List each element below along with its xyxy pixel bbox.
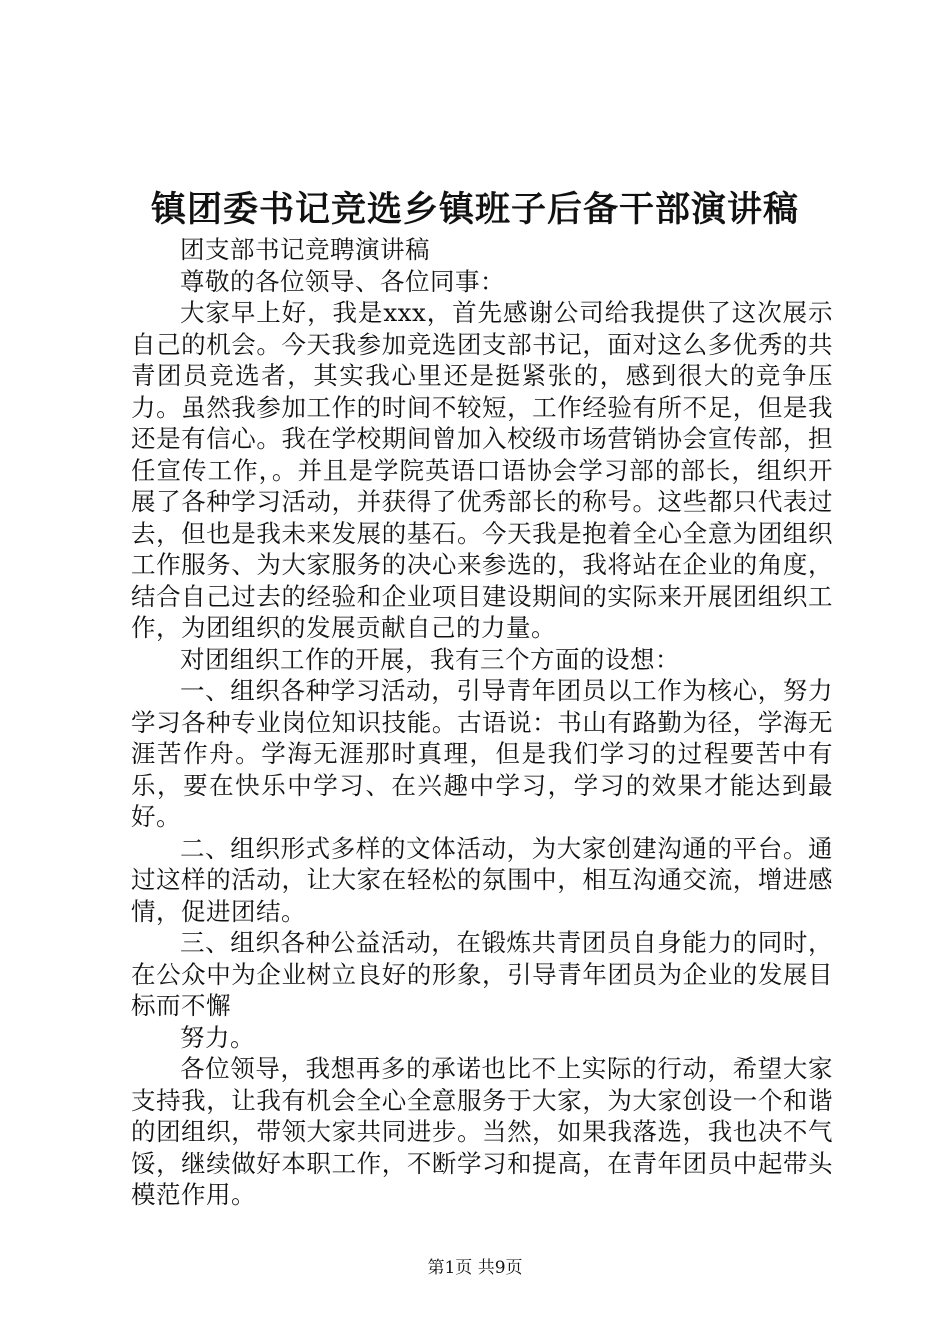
paragraph-plan-one: 一、组织各种学习活动，引导青年团员以工作为核心，努力学习各种专业岗位知识技能。古语说：书山有路勤为径，学海无涯苦作舟。学海无涯那时真理，但是我们学习的过程要苦中有乐，要在快乐中学习、在兴趣中学习，学习的效果才能达到最好。 [131,676,833,831]
paragraph-subtitle: 团支部书记竞聘演讲稿 [180,235,430,264]
paragraph-plan-two: 二、组织形式多样的文体活动，为大家创建沟通的平台。通过这样的活动，让大家在轻松的氛围中，相互沟通交流，增进感情，促进团结。 [131,833,833,926]
document-title: 镇团委书记竞选乡镇班子后备干部演讲稿 [150,189,799,230]
paragraph-closing: 各位领导，我想再多的承诺也比不上实际的行动，希望大家支持我，让我有机会全心全意服务于大家，为大家创设一个和谐的团组织，带领大家共同进步。当然，如果我落选，我也决不气馁，继续做好本职工作，不断学习和提高，在青年团员中起带头模范作用。 [131,1054,833,1209]
document-body [131,234,833,1211]
paragraph-plan-three: 三、组织各种公益活动，在锻炼共青团员自身能力的同时，在公众中为企业树立良好的形象，引导青年团员为企业的发展目标而不懈 [131,928,833,1020]
paragraph-salutation: 尊敬的各位领导、各位同事： [180,266,505,296]
paragraph-introduction: 大家早上好，我是xxx，首先感谢公司给我提供了这次展示自己的机会。今天我参加竞选团支部书记，面对这么多优秀的共青团员竞选者，其实我心里还是挺紧张的，感到很大的竞争压力。虽然我参加工作的时间不较短，工作经验有所不足，但是我还是有信心。我在学校期间曾加入校级市场营销协会宣传部，担任宣传工作，。并且是学院英语口语协会学习部的部长，组织开展了各种学习活动，并获得了优秀部长的称号。这些都只代表过去，但也是我未来发展的基石。今天我是抱着全心全意为团组织工作服务、为大家服务的决心来参选的，我将站在企业的角度，结合自己过去的经验和企业项目建设期间的实际来开展团组织工作，为团组织的发展贡献自己的力量。 [131,298,833,642]
page-number: 第1页 共9页 [427,1258,523,1278]
paragraph-plan-intro: 对团组织工作的开展，我有三个方面的设想： [180,644,680,674]
paragraph-plan-three-continued: 努力。 [180,1022,255,1052]
